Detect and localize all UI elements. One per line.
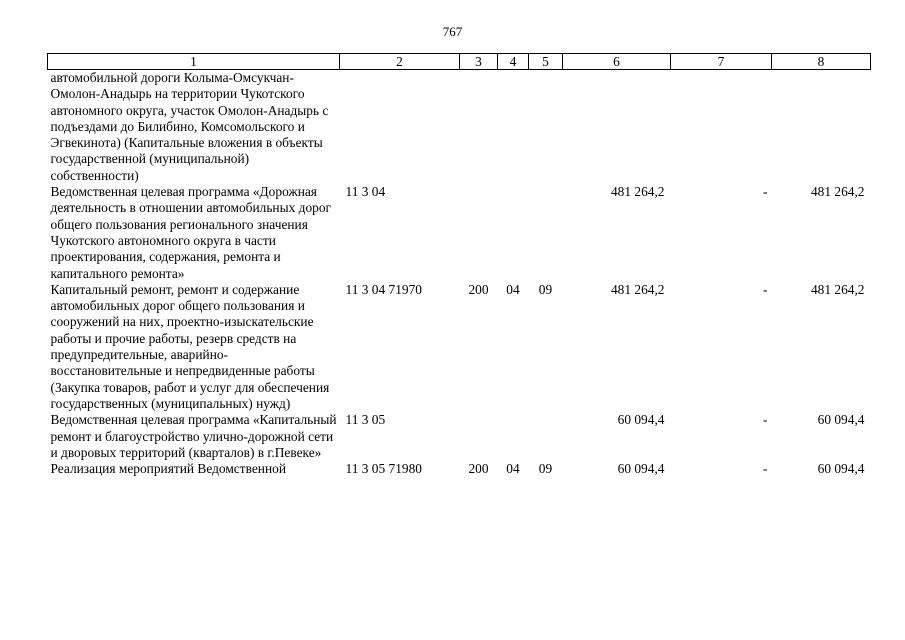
row-pr (529, 412, 563, 461)
row-name: Капитальный ремонт, ремонт и содержание автомобильных дорог общего пользования и сооружений на них, проектно-изыскательские работы и прочие работы, резерв средств на предупредительные, аварийно-восстановительные и непредвиденные работы (Закупка товаров, работ и услуг для обеспечения государственных (муниципальных) нужд) (50, 281, 330, 411)
row-sum2: 481 264,2 (810, 184, 865, 200)
row-rz (498, 412, 529, 461)
column-header-4: 4 (498, 54, 529, 70)
row-change: - (763, 184, 768, 200)
column-header-6: 6 (563, 54, 671, 70)
row-sum1: 481 264,2 (610, 184, 665, 200)
row-vr (460, 412, 498, 461)
row-vr: 200 (468, 461, 489, 477)
row-change (671, 70, 772, 185)
row-rz (498, 184, 529, 282)
row-pr (529, 184, 563, 282)
row-name: Реализация мероприятий Ведомственной (50, 461, 286, 477)
table-row (48, 184, 871, 282)
table-header (48, 54, 871, 70)
table-row (48, 461, 871, 477)
table-row (48, 70, 871, 185)
row-sum2: 60 094,4 (817, 461, 865, 477)
row-code: 11 3 05 71980 (345, 461, 422, 477)
row-code (340, 70, 460, 185)
row-name: автомобильной дороги Колыма-Омсукчан-Омолон-Анадырь на территории Чукотского автономного округа, участок Омолон-Анадырь с подъездами до Билибино, Комсомольского и Эгвекинота) (Капитальные вложения в объекты государственной (муниципальной) собственности) (50, 70, 329, 183)
row-rz: 04 (506, 461, 520, 477)
row-sum1: 60 094,4 (617, 461, 665, 477)
column-header-3: 3 (460, 54, 498, 70)
row-sum2 (772, 70, 871, 185)
row-code: 11 3 05 (345, 412, 386, 428)
row-change: - (763, 412, 768, 428)
row-rz (498, 70, 529, 185)
page-number: 767 (442, 24, 463, 39)
row-pr (529, 70, 563, 185)
row-code: 11 3 04 (345, 184, 386, 200)
row-rz: 04 (506, 281, 520, 297)
row-sum1: 481 264,2 (610, 281, 665, 297)
row-name: Ведомственная целевая программа «Дорожная деятельность в отношении автомобильных дорог общего пользования регионального значения Чукотского автономного округа в части проектирования, содержания, ремонта и капитального ремонта» (50, 184, 332, 281)
row-code: 11 3 04 71970 (345, 281, 422, 297)
row-sum2: 481 264,2 (810, 281, 865, 297)
row-vr: 200 (468, 281, 489, 297)
table-body (48, 70, 871, 478)
row-change: - (763, 461, 768, 477)
table-row (48, 282, 871, 412)
row-name: Ведомственная целевая программа «Капитальный ремонт и благоустройство улично-дорожной сети и дворовых территорий (кварталов) в г.Певеке» (50, 412, 337, 460)
column-header-2: 2 (340, 54, 460, 70)
budget-table (47, 53, 871, 477)
column-number-row (48, 54, 871, 70)
row-pr: 09 (538, 461, 553, 477)
column-header-1: 1 (48, 54, 340, 70)
row-sum2: 60 094,4 (817, 412, 865, 428)
column-header-7: 7 (671, 54, 772, 70)
row-vr (460, 70, 498, 185)
row-change: - (763, 281, 768, 297)
table-row (48, 412, 871, 461)
row-vr (460, 184, 498, 282)
row-sum1 (563, 70, 671, 185)
row-pr: 09 (538, 281, 553, 297)
column-header-5: 5 (529, 54, 563, 70)
column-header-8: 8 (772, 54, 871, 70)
row-sum1: 60 094,4 (617, 412, 665, 428)
